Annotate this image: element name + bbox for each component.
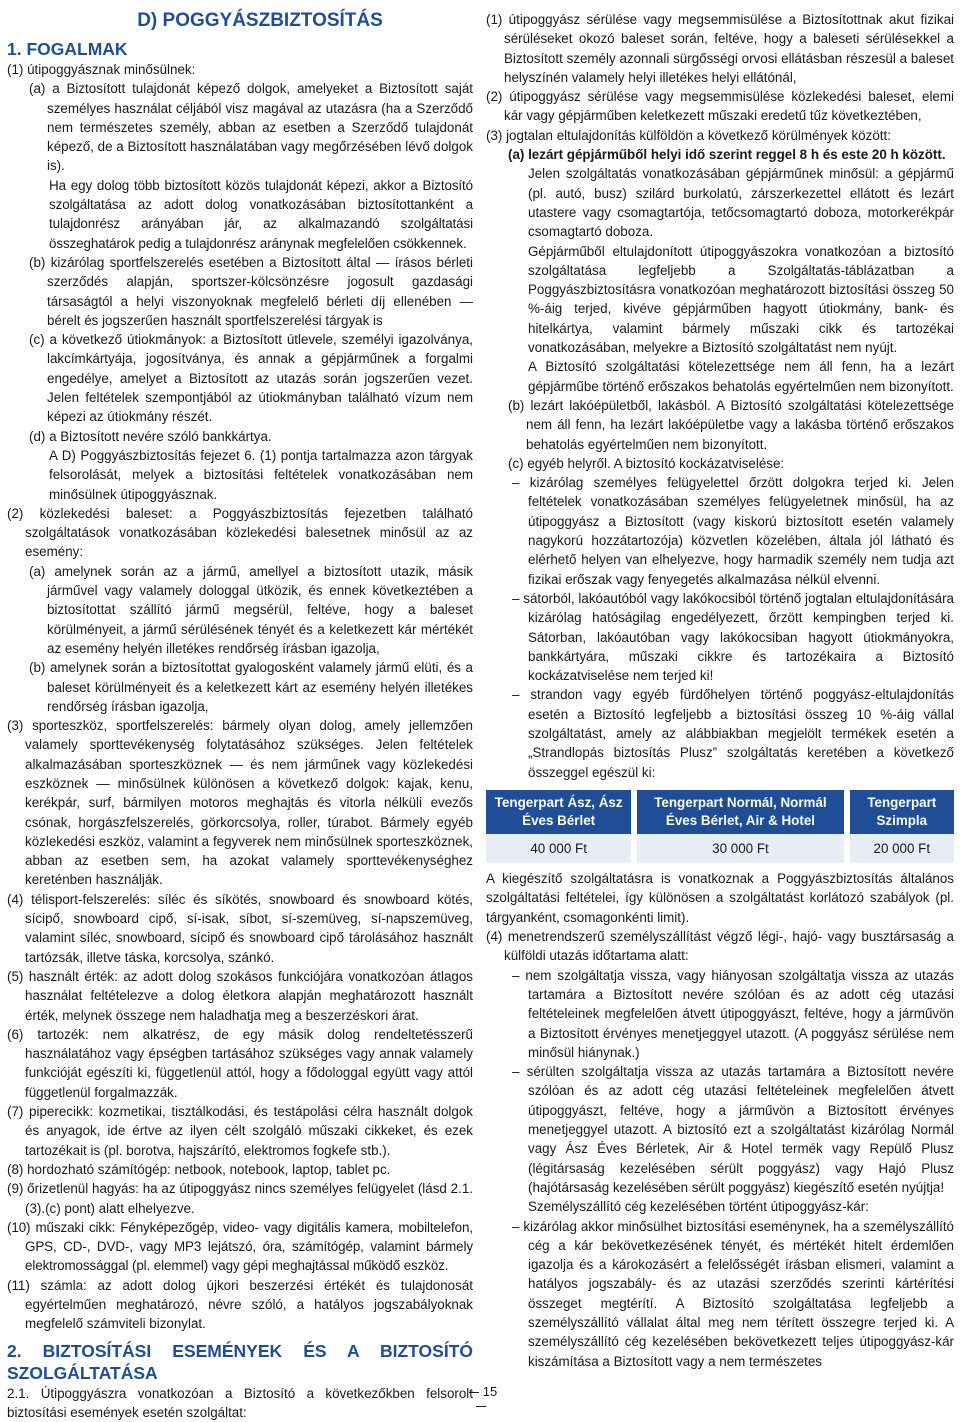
definition-1d-note: A D) Poggyászbiztosítás fejezet 6. (1) pontja tartalmazza azon tárgyak felsorolását, melyek a biztosítási feltételek vonatkozásában nem minősülnek útipoggyásznak.	[49, 447, 473, 502]
table-cell: 20 000 Ft	[850, 834, 954, 863]
event-3c-supervision: – kizárólag személyes felügyelettel őrzött dolgokra terjed ki. Jelen feltételek vonatkozásában személyes felügyeletnek minősül, ha az útipoggyász a Biztosított (vagy kiskorú biztosított esetén valamely nagykorú hozzátartozója) közvetlen közelében, általa jól látható és elérhető helyen van elhelyezve, hogy harmadik személy nem tudja azt fizikai erőszak vagy fenyegetés alkalmazása nélkül elvenni.	[512, 475, 954, 587]
event-4-missing: – nem szolgáltatja vissza, vagy hiányosan szolgáltatja vissza az utazás tartamára a Biztosított nevére szólóan és az adott cég utazási feltételeinek megfelelően átvett útipoggyászt, feltéve, hogy a járművön a Biztosított érvényes menetjeggyel utazott. (A poggyász sérülése nem minősül hiánynak.)	[512, 967, 954, 1060]
definition-8: (8) hordozható számítógép: netbook, notebook, laptop, tablet pc.	[7, 1161, 391, 1177]
definition-2b: (b) amelynek során a biztosítottat gyalogosként valamely jármű elüti, és a baleset körülményeit és a keletkezett kárt az esemény helyén illetékes rendőrség írásban igazolja,	[29, 660, 473, 714]
page-number	[458, 1385, 504, 1413]
table-header-row	[486, 790, 954, 834]
table-cell: 30 000 Ft	[637, 834, 843, 863]
table-header-cell: Tengerpart Szimpla	[850, 790, 954, 834]
beach-theft-table	[486, 790, 954, 863]
event-3a-vehicle-definition: Jelen szolgáltatás vonatkozásában gépjárműnek minősül: a gépjármű (pl. autó, busz) szilárd burkolatú, zárszerkezettel ellátott és lezárt utastere vagy csomagtartója, tetőcsomagtartó doboza, motorkerékpár csomagtartó doboza.	[528, 166, 954, 240]
event-3c-intro: (c) egyéb helyről. A biztosító kockázatviselése:	[508, 455, 785, 471]
definition-1d: (d) a Biztosított nevére szóló bankkártya.	[29, 428, 272, 444]
definitions-intro: (1) útipoggyásznak minősülnek:	[7, 62, 196, 77]
table-cell: 40 000 Ft	[486, 834, 631, 863]
definition-1a-note: Ha egy dolog több biztosított közös tulajdonát képezi, akkor a Biztosító szolgáltatása az adott dolog vonatkozásában biztosítottanként a tulajdonrész arányában jár, az alkalmazandó szolgáltatási összeghatárok pedig a tulajdonrész aránynak megfelelően csökkennek.	[49, 177, 473, 251]
table-header-cell: Tengerpart Normál, Normál Éves Bérlet, Air & Hotel	[637, 790, 843, 834]
event-2: (2) útipoggyász sérülése vagy megsemmisülése közlekedési baleset, elemi kár vagy gépjárműben keletkezett műszaki eredetű tűz következtében,	[486, 89, 954, 124]
definition-1a: (a) a Biztosított tulajdonát képező dolgok, amelyeket a Biztosított saját személyes használat céljából visz magával az utazásra (ha a Szerződő nem természetes személy, abban az esetben a Szerződő tulajdonát képező, de a Biztosított használatában vagy megőrzésében lévő dolgok is).	[29, 81, 473, 174]
definition-9: (9) őrizetlenül hagyás: ha az útipoggyász nincs személyes felügyelet (lásd 2.1.(3).(c) pont) alatt elhelyezve.	[7, 1181, 473, 1216]
event-3a-heading: (a) lezárt gépjárműből helyi idő szerint reggel 8 h és este 20 h között.	[508, 147, 946, 163]
event-3c-tent: – sátorból, lakóautóból vagy lakókocsiból történő jogtalan eltulajdonítására kizárólag hatóságilag engedélyezett, őrzött kempingben terjed ki. Sátorban, lakóautóban vagy lakókocsiban hagyott útiokmányokra, bankkártyára, műszaki cikkre és tartozékaira a Biztosító kockázatviselése nem terjed ki!	[512, 590, 954, 684]
definition-2: (2) közlekedési baleset: a Poggyászbiztosítás fejezetben található szolgáltatások vonatkozásában közlekedési balesetnek minősül az az esemény:	[7, 505, 473, 560]
right-column	[486, 10, 954, 1371]
definition-5: (5) használt érték: az adott dolog szokásos funkciójára vonatkozóan átlagos használat feltételezve a dolog életkora alapján meghatározott használt érték, melynek összege nem haladhatja meg a beszerzéskori árat.	[7, 968, 473, 1023]
left-column	[7, 10, 473, 1422]
table-row	[486, 834, 954, 863]
event-3c-beach: – strandon vagy egyéb fürdőhelyen történő poggyász-eltulajdonítás esetén a Biztosító legfeljebb a biztosítási összeg 10 %-áig vállal szolgáltatást, amely az alábbiakban megjelölt termékek esetén a „Strandlopás biztosítás Plusz” szolgáltatás keretében a következő összeggel egészül ki:	[512, 687, 954, 780]
definition-2a: (a) amelynek során az a jármű, amellyel a biztosított utazik, másik járművel vagy valamely dologgal ütközik, és ennek következtében a biztosítottat szállító jármű megsérül, feltéve, hogy a baleset körülményeit, a jármű sérülésének tényét és a keletkezett kár mértékét az esemény helyén illetékes rendőrség írásban igazolja,	[29, 563, 473, 656]
definition-10: (10) műszaki cikk: Fényképezőgép, video- vagy digitális kamera, mobiltelefon, GPS, CD-, DVD-, vagy MP3 lejátszó, óra, számítógép, valamint bármely elektromossággal (pl. elemmel) vagy gépi meghajtással működő eszköz.	[7, 1219, 473, 1274]
event-4-carrier-claim: – kizárólag akkor minősülhet biztosítási eseménynek, ha a személyszállító cég a kár bekövetkezésének tényét, és mértékét hitelt érdemlően igazolja és a károkozásért a felelősségét írásban elismeri, valamint a hatályos jogszabály- és az utazási szerződés szerinti kártérítési összeget megtérítí. A Biztosító szolgáltatása legfeljebb a személyszállító vállalat által meg nem térített összegre terjed ki. A személyszállító cég kezelésében bekövetkezett teljes útipoggyász-kár kiszámítása a Biztosított vagy a nem természetes	[512, 1218, 954, 1369]
page-number-text: 15	[482, 1384, 498, 1399]
definition-7: (7) piperecikk: kozmetikai, tisztálkodási, és testápolási célra használt dolgok és anyagok, ide értve az ilyen célt szolgáló műszaki cikkeket, és ezek tartozékait is (pl. borotva, hajszárító, elektromos fogkefe stb.).	[7, 1104, 473, 1158]
table-header-cell: Tengerpart Ász, Ász Éves Bérlet	[486, 790, 631, 834]
heading-fogalmak: 1. FOGALMAK	[7, 39, 128, 59]
event-3-intro: (3) jogtalan eltulajdonítás külföldön a következő körülmények között:	[486, 127, 891, 143]
definition-1c: (c) a következő útiokmányok: a Biztosított útlevele, személyi igazolványa, lakcímkártyája, jogosítványa, és annak a gépjárműnek a forgalmi engedélye, amelyet a Biztosított az utazás során jogszerűen vezet. Jelen feltételek szempontjából az útiokmányban található vízum nem képezi az útiokmány részét.	[29, 332, 473, 425]
heading-biztositasi-esemenyek: 2. BIZTOSÍTÁSI ESEMÉNYEK ÉS A BIZTOSÍTÓ SZOLGÁLTATÁSA	[7, 1340, 473, 1383]
table-note: A kiegészítő szolgáltatásra is vonatkoznak a Poggyászbiztosítás általános szolgáltatási feltételei, így különösen a szolgáltatást korlátozó szabályok (pl. tárgyanként, csomagonkénti limit).	[486, 871, 954, 925]
definition-1b: (b) kizárólag sportfelszerelés esetében a Biztosított által — írásos bérleti szerződés alapján, sportszer-kölcsönzésre jogosult gazdasági társaságtól a helyi viszonyoknak megfelelő bérleti díj ellenében — bérelt és jogszerűen használt sportfelszerelési tárgyak is	[29, 254, 473, 328]
event-1: (1) útipoggyász sérülése vagy megsemmisülése a Biztosítottnak akut fizikai sérüléseket okozó baleset során, feltéve, hogy a baleseti sérülésekkel a Biztosított személy azonnali sürgősségi orvosi ellátásban részesül a baleset helyszínén valamely helyi illetékes helyi ellátónál,	[486, 12, 954, 85]
event-3a-limit: Gépjárműből eltulajdonított útipoggyászokra vonatkozóan a biztosító szolgáltatása legfeljebb a Szolgáltatás-táblázatban a Poggyászbiztosításra vonatkozóan meghatározott biztosítási összeg 50 %-áig terjed, kivéve gépjárműben hagyott útiokmány, bank- és hitelkártya, valamint bármely műszaki cikk és tartozékai vonatkozásában, melyekre a Biztosító szolgáltatást nem nyújt.	[528, 243, 954, 356]
event-4-intro: (4) menetrendszerű személyszállítást végző légi-, hajó- vagy busztársaság a külföldi utazás időtartama alatt:	[486, 929, 954, 964]
section-2-1: 2.1. Útipoggyászra vonatkozóan a Biztosító a következőkben felsorolt biztosítási események esetén szolgáltat:	[7, 1385, 473, 1420]
definition-3: (3) sporteszköz, sportfelszerelés: bármely olyan dolog, amely jellemzően valamely sporttevékenység folytatásához szükséges. Jelen feltételek alkalmazásában sporteszköznek — és nem járműnek vagy közlekedési eszköznek — minősülnek különösen a következő dolgok: kajak, kenu, kerékpár, surf, bármilyen motoros meghajtás és vitorla nélküli evezős csónak, horgászfelszerelés, görkorcsolya, roller, túrabot. Bármely egyéb közlekedési eszköz, valamint a fegyverek nem minősülnek sporteszköznek, abban az esetben sem, ha azokat valamely sporttevékenységhez kereténben használják.	[7, 718, 473, 888]
definition-6: (6) tartozék: nem alkatrész, de egy másik dolog rendeltetésszerű használatához vagy épségben tartásához szükséges vagy annak valamely funkcióját egészíti ki, függetlenül attól, hogy a fődologgal együtt vagy attól függetlenül forgalmazzák.	[7, 1026, 473, 1100]
event-3a-exclusion: A Biztosító szolgáltatási kötelezettsége nem áll fenn, ha a lezárt gépjárműbe történő erőszakos behatolás egyértelműen nem bizonyított.	[528, 359, 954, 394]
section-title: D) POGGYÁSZBIZTOSÍTÁS	[137, 10, 383, 31]
event-4-subheading: Személyszállító cég kezelésében történt útipoggyász-kár:	[528, 1199, 869, 1215]
event-4-damaged: – sérülten szolgáltatja vissza az utazás tartamára a Biztosított nevére szólóan és az adott cég utazási feltételeinek megfelelően átvett útipoggyászt, feltéve, hogy a járművön a Biztosított érvényes menetjeggyel utazott. A biztosító ezt a szolgáltatást kizárólag Normál vagy Ász Éves Bérletek, Air & Hotel termék vagy Repülő Plusz (légitársaság kezelésében sérült poggyász) vagy Hajó Plusz (hajótársaság kezelésében sérült poggyász) kiegészítő esetén nyújtja!	[512, 1064, 954, 1195]
event-3b: (b) lezárt lakóépületből, lakásból. A Biztosító szolgáltatási kötelezettsége nem áll fenn, ha lezárt lakóépületbe vagy a lakásba történő erőszakos behatolás egyértelműen nem bizonyított.	[508, 397, 954, 452]
definition-11: (11) számla: az adott dolog újkori beszerzési értékét és tulajdonosát egyértelműen meghatározó, névre szóló, a hatályos jogszabályoknak megfelelő számviteli bizonylat.	[7, 1277, 473, 1332]
definition-4: (4) télisport-felszerelés: síléc és síkötés, snowboard és snowboard kötés, sícipő, snowboard cipő, sí-isak, síbot, sí-szemüveg, sí-napszemüveg, valamint síléc, snowboard, sícipő és snowboard cipő tárolásához használt tartózsák, illetve táska, korcsolya, szánkó.	[7, 891, 473, 965]
